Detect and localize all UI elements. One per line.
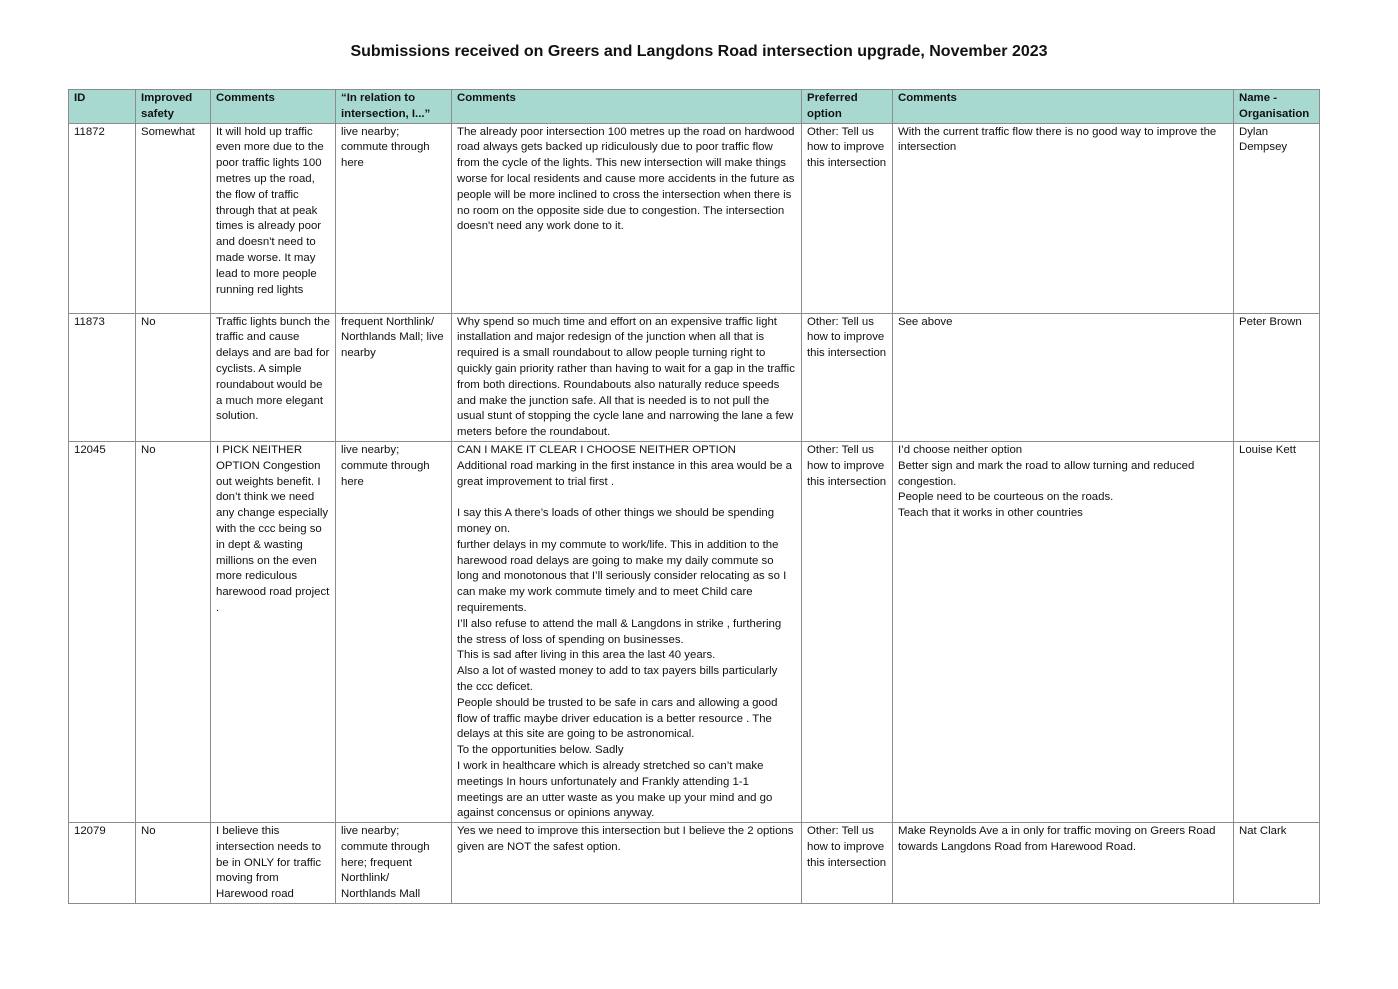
header-in-relation: “In relation to intersection, I...” xyxy=(336,90,452,124)
cell-comment-option: See above xyxy=(893,313,1234,441)
header-improved-safety: Improved safety xyxy=(136,90,211,124)
table-header-row xyxy=(69,90,1320,124)
cell-comment-relation: Yes we need to improve this intersection but I believe the 2 options given are NOT the safest option. xyxy=(452,823,802,904)
table-row xyxy=(69,441,1320,822)
header-preferred-option: Preferred option xyxy=(802,90,893,124)
cell-in-relation: frequent Northlink/ Northlands Mall; live nearby xyxy=(336,313,452,441)
cell-improved-safety: Somewhat xyxy=(136,123,211,313)
cell-comment-safety: Traffic lights bunch the traffic and cause delays and are bad for cyclists. A simple roundabout would be a much more elegant solution. xyxy=(211,313,336,441)
header-comments-relation: Comments xyxy=(452,90,802,124)
cell-name-organisation: Louise Kett xyxy=(1234,441,1320,822)
table-row xyxy=(69,123,1320,313)
cell-preferred-option: Other: Tell us how to improve this intersection xyxy=(802,313,893,441)
cell-comment-relation: CAN I MAKE IT CLEAR I CHOOSE NEITHER OPTION Additional road marking in the first instance in this area would be a great improvement to trial first . I say this A there’s loads of other things we should be spending money on. further delays in my commute to work/life. This in addition to the harewood road delays are going to make my daily commute so long and monotonous that I’ll seriously consider relocating as so I can make my work commute timely and to meet Child care requirements. I’ll also refuse to attend the mall & Langdons in strike , furthering the stress of loss of spending on businesses. This is sad after living in this area the last 40 years. Also a lot of wasted money to add to tax payers bills particularly the ccc deficet. People should be trusted to be safe in cars and allowing a good flow of traffic maybe driver education is a better resource . The delays at this site are going to be astronomical. To the opportunities below. Sadly I work in healthcare which is already stretched so can’t make meetings In hours unfortunately and Frankly attending 1-1 meetings are an utter waste as you make up your mind and go against concensus or opinions anyway. xyxy=(452,441,802,822)
document-title: Submissions received on Greers and Langdons Road intersection upgrade, November 2023 xyxy=(350,43,1048,60)
header-name-organisation: Name - Organisation xyxy=(1234,90,1320,124)
cell-improved-safety: No xyxy=(136,823,211,904)
cell-name-organisation: Peter Brown xyxy=(1234,313,1320,441)
cell-preferred-option: Other: Tell us how to improve this intersection xyxy=(802,823,893,904)
cell-comment-relation: Why spend so much time and effort on an expensive traffic light installation and major redesign of the junction when all that is required is a small roundabout to allow people turning right to quickly gain priority rather than having to wait for a gap in the traffic from both directions. Roundabouts also naturally reduce speeds and make the junction safe. All that is needed is to not pull the usual stunt of stopping the cycle lane and narrowing the lane a few meters before the roundabout. xyxy=(452,313,802,441)
cell-comment-safety: I believe this intersection needs to be in ONLY for traffic moving from Harewood road xyxy=(211,823,336,904)
cell-preferred-option: Other: Tell us how to improve this intersection xyxy=(802,123,893,313)
cell-name-organisation: Dylan Dempsey xyxy=(1234,123,1320,313)
cell-comment-safety: It will hold up traffic even more due to the poor traffic lights 100 metres up the road, the flow of traffic through that at peak times is already poor and doesn't need to made worse. It may lead to more people running red lights xyxy=(211,123,336,313)
cell-comment-option: I’d choose neither option Better sign and mark the road to allow turning and reduced congestion. People need to be courteous on the roads. Teach that it works in other countries xyxy=(893,441,1234,822)
header-comments-safety: Comments xyxy=(211,90,336,124)
cell-preferred-option: Other: Tell us how to improve this intersection xyxy=(802,441,893,822)
cell-improved-safety: No xyxy=(136,313,211,441)
cell-comment-option: Make Reynolds Ave a in only for traffic moving on Greers Road towards Langdons Road from Harewood Road. xyxy=(893,823,1234,904)
cell-id: 12045 xyxy=(69,441,136,822)
cell-in-relation: live nearby; commute through here; frequent Northlink/ Northlands Mall xyxy=(336,823,452,904)
table-row xyxy=(69,823,1320,904)
cell-improved-safety: No xyxy=(136,441,211,822)
cell-in-relation: live nearby; commute through here xyxy=(336,123,452,313)
table-row xyxy=(69,313,1320,441)
cell-id: 12079 xyxy=(69,823,136,904)
cell-id: 11873 xyxy=(69,313,136,441)
cell-comment-relation: The already poor intersection 100 metres up the road on hardwood road always gets backed up ridiculously due to poor traffic flow from the cycle of the lights. This new intersection will make things worse for local residents and cause more accidents in the future as people will be more inclined to cross the intersection when there is no room on the opposite side due to congestion. The intersection doesn't need any work done to it. xyxy=(452,123,802,313)
cell-name-organisation: Nat Clark xyxy=(1234,823,1320,904)
header-comments-option: Comments xyxy=(893,90,1234,124)
header-id: ID xyxy=(69,90,136,124)
cell-comment-option: With the current traffic flow there is no good way to improve the intersection xyxy=(893,123,1234,313)
cell-in-relation: live nearby; commute through here xyxy=(336,441,452,822)
submissions-table xyxy=(68,89,1320,904)
cell-comment-safety: I PICK NEITHER OPTION Congestion out weights benefit. I don’t think we need any change especially with the ccc being so in dept & wasting millions on the even more rediculous harewood road project . xyxy=(211,441,336,822)
cell-id: 11872 xyxy=(69,123,136,313)
